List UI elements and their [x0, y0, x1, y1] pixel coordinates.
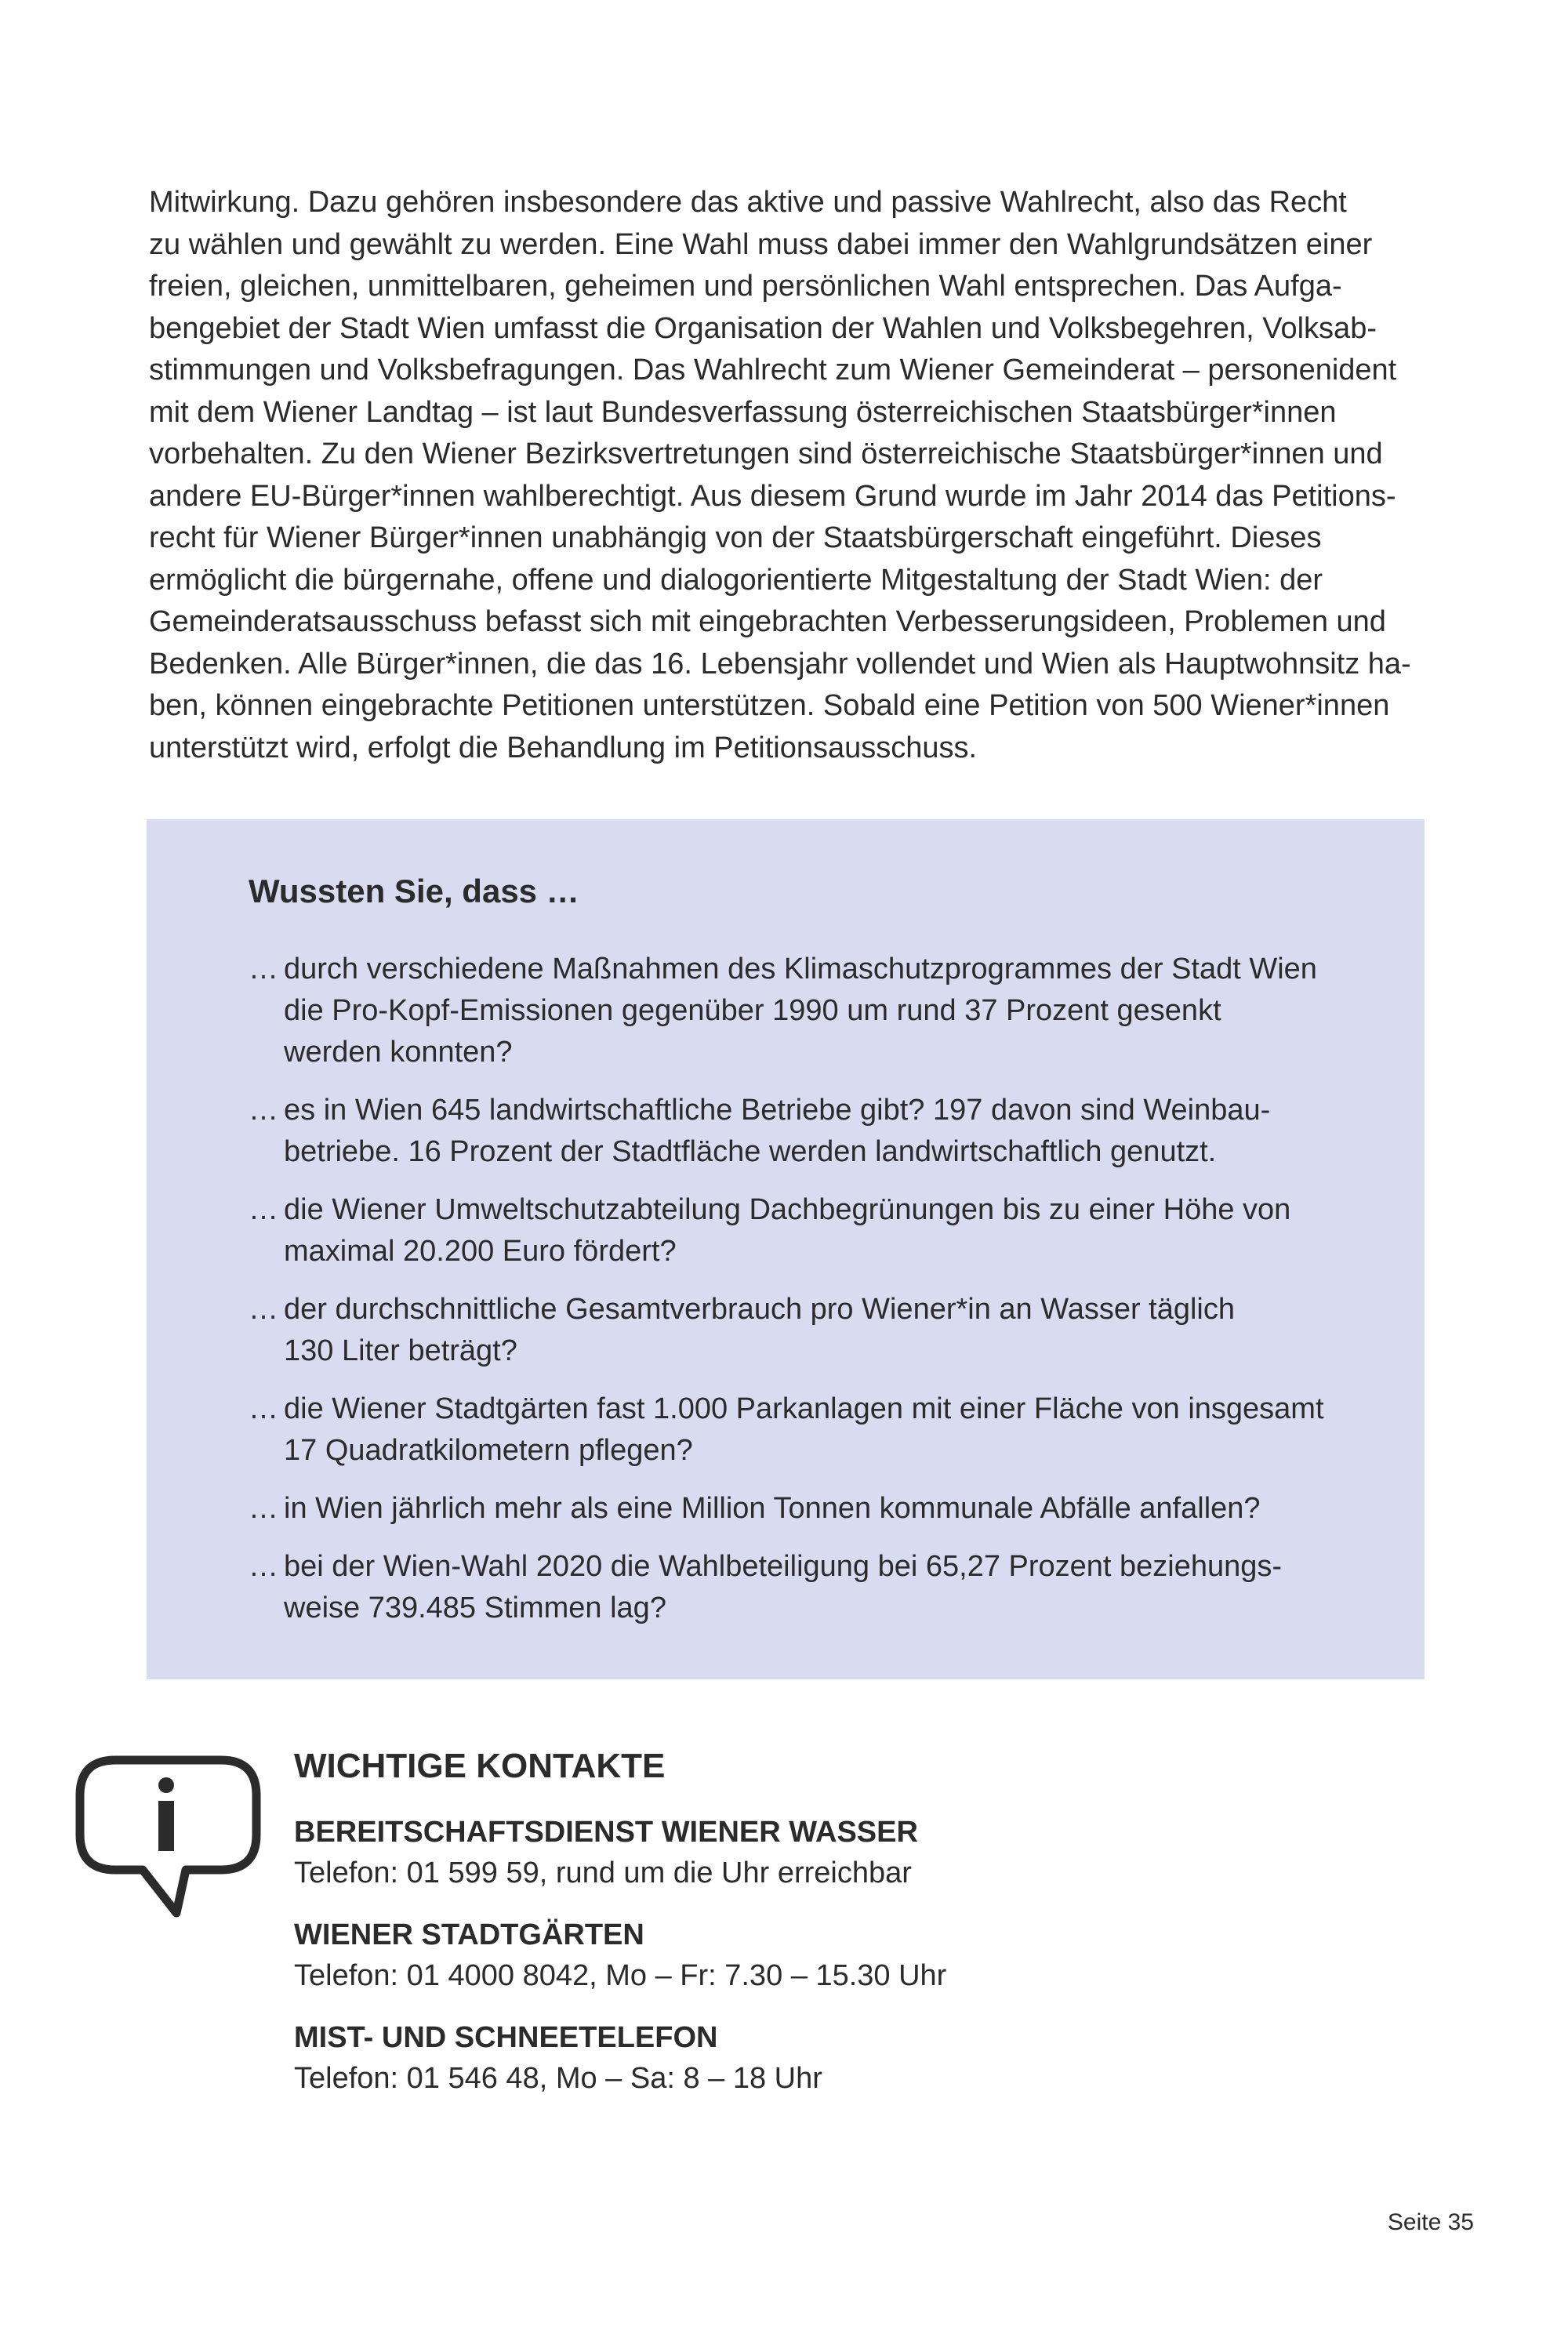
fact-item [249, 1090, 1377, 1173]
body-line: Gemeinderatsausschuss befasst sich mit eingebrachten Verbesserungsideen, Problemen und [149, 605, 1386, 638]
fact-line: die Wiener Stadtgärten fast 1.000 Parkanlagen mit einer Fläche von insgesamt [284, 1392, 1324, 1425]
body-line: zu wählen und gewählt zu werden. Eine Wahl muss dabei immer den Wahlgrundsätzen einer [149, 227, 1373, 261]
ellipsis-prefix: … [249, 1492, 278, 1525]
fact-item [249, 949, 1377, 1073]
fact-line: maximal 20.200 Euro fördert? [284, 1235, 677, 1268]
body-line: Mitwirkung. Dazu gehören insbesondere das aktive und passive Wahlrecht, also das Recht [149, 186, 1347, 219]
fact-line: der durchschnittliche Gesamtverbrauch pro Wiener*in an Wasser täglich [284, 1293, 1236, 1326]
contacts-title: WICHTIGE KONTAKTE [294, 1747, 666, 1785]
fact-line: 17 Quadratkilometern pflegen? [284, 1434, 693, 1467]
body-line: Bedenken. Alle Bürger*innen, die das 16. Lebensjahr vollendet und Wien als Hauptwohnsitz ha- [149, 647, 1411, 681]
ellipsis-prefix: … [249, 1193, 278, 1226]
body-line: freien, gleichen, unmittelbaren, geheimen und persönlichen Wahl entsprechen. Das Aufga- [149, 270, 1342, 303]
facts-list [249, 949, 1377, 1646]
contact-item [294, 1915, 1392, 1996]
body-line: ermöglicht die bürgernahe, offene und dialogorientierte Mitgestaltung der Stadt Wien: der [149, 563, 1323, 597]
body-line: stimmungen und Volksbefragungen. Das Wahlrecht zum Wiener Gemeinderat – personenident [149, 354, 1397, 387]
ellipsis-prefix: … [249, 1392, 278, 1425]
fact-line: in Wien jährlich mehr als eine Million Tonnen kommunale Abfälle anfallen? [284, 1492, 1261, 1525]
contacts-section [294, 1744, 1392, 2120]
fact-item [249, 1189, 1377, 1272]
contact-phone: Telefon: 01 4000 8042, Mo – Fr: 7.30 – 15.30 Uhr [294, 1959, 947, 1992]
facts-box [147, 819, 1425, 1679]
fact-line: die Pro-Kopf-Emissionen gegenüber 1990 um rund 37 Prozent gesenkt [284, 994, 1221, 1027]
body-paragraph [149, 182, 1443, 769]
contact-item [294, 1812, 1392, 1893]
fact-line: die Wiener Umweltschutzabteilung Dachbegrünungen bis zu einer Höhe von [284, 1193, 1291, 1226]
fact-line: durch verschiedene Maßnahmen des Klimaschutzprogrammes der Stadt Wien [284, 953, 1317, 985]
body-line: ben, können eingebrachte Petitionen unterstützen. Sobald eine Petition von 500 Wiener*innen [149, 689, 1390, 722]
fact-line: werden konnten? [284, 1036, 513, 1069]
fact-line: betriebe. 16 Prozent der Stadtfläche werden landwirtschaftlich genutzt. [284, 1135, 1217, 1168]
contact-name: MIST- UND SCHNEETELEFON [294, 2021, 718, 2054]
body-line: recht für Wiener Bürger*innen unabhängig von der Staatsbürgerschaft eingeführt. Dieses [149, 521, 1322, 554]
fact-line: weise 739.485 Stimmen lag? [284, 1592, 666, 1624]
body-line: mit dem Wiener Landtag – ist laut Bundesverfassung österreichischen Staatsbürger*innen [149, 395, 1337, 429]
contact-name: WIENER STADTGÄRTEN [294, 1918, 644, 1951]
ellipsis-prefix: … [249, 1550, 278, 1583]
body-line: bengebiet der Stadt Wien umfasst die Organisation der Wahlen und Volksbegehren, Volksab- [149, 311, 1377, 345]
body-line: andere EU-Bürger*innen wahlberechtigt. Aus diesem Grund wurde im Jahr 2014 das Petitions- [149, 479, 1396, 513]
body-line: vorbehalten. Zu den Wiener Bezirksvertretungen sind österreichische Staatsbürger*innen und [149, 437, 1383, 470]
ellipsis-prefix: … [249, 1293, 278, 1326]
facts-heading: Wussten Sie, dass … [249, 873, 579, 909]
ellipsis-prefix: … [249, 1094, 278, 1127]
contact-name: BEREITSCHAFTSDIENST WIENER WASSER [294, 1816, 918, 1849]
fact-item [249, 1488, 1377, 1530]
fact-line: bei der Wien-Wahl 2020 die Wahlbeteiligung bei 65,27 Prozent beziehungs- [284, 1550, 1283, 1583]
ellipsis-prefix: … [249, 953, 278, 985]
contact-item [294, 2017, 1392, 2099]
contact-phone: Telefon: 01 546 48, Mo – Sa: 8 – 18 Uhr [294, 2062, 822, 2095]
fact-line: es in Wien 645 landwirtschaftliche Betriebe gibt? 197 davon sind Weinbau- [284, 1094, 1271, 1127]
page-number: Seite 35 [1387, 2209, 1474, 2235]
fact-line: 130 Liter beträgt? [284, 1334, 517, 1367]
contact-phone: Telefon: 01 599 59, rund um die Uhr erreichbar [294, 1857, 912, 1889]
info-speech-bubble-icon [72, 1752, 264, 1921]
fact-item [249, 1289, 1377, 1372]
body-line: unterstützt wird, erfolgt die Behandlung im Petitionsausschuss. [149, 731, 978, 764]
fact-item [249, 1388, 1377, 1472]
fact-item [249, 1546, 1377, 1629]
